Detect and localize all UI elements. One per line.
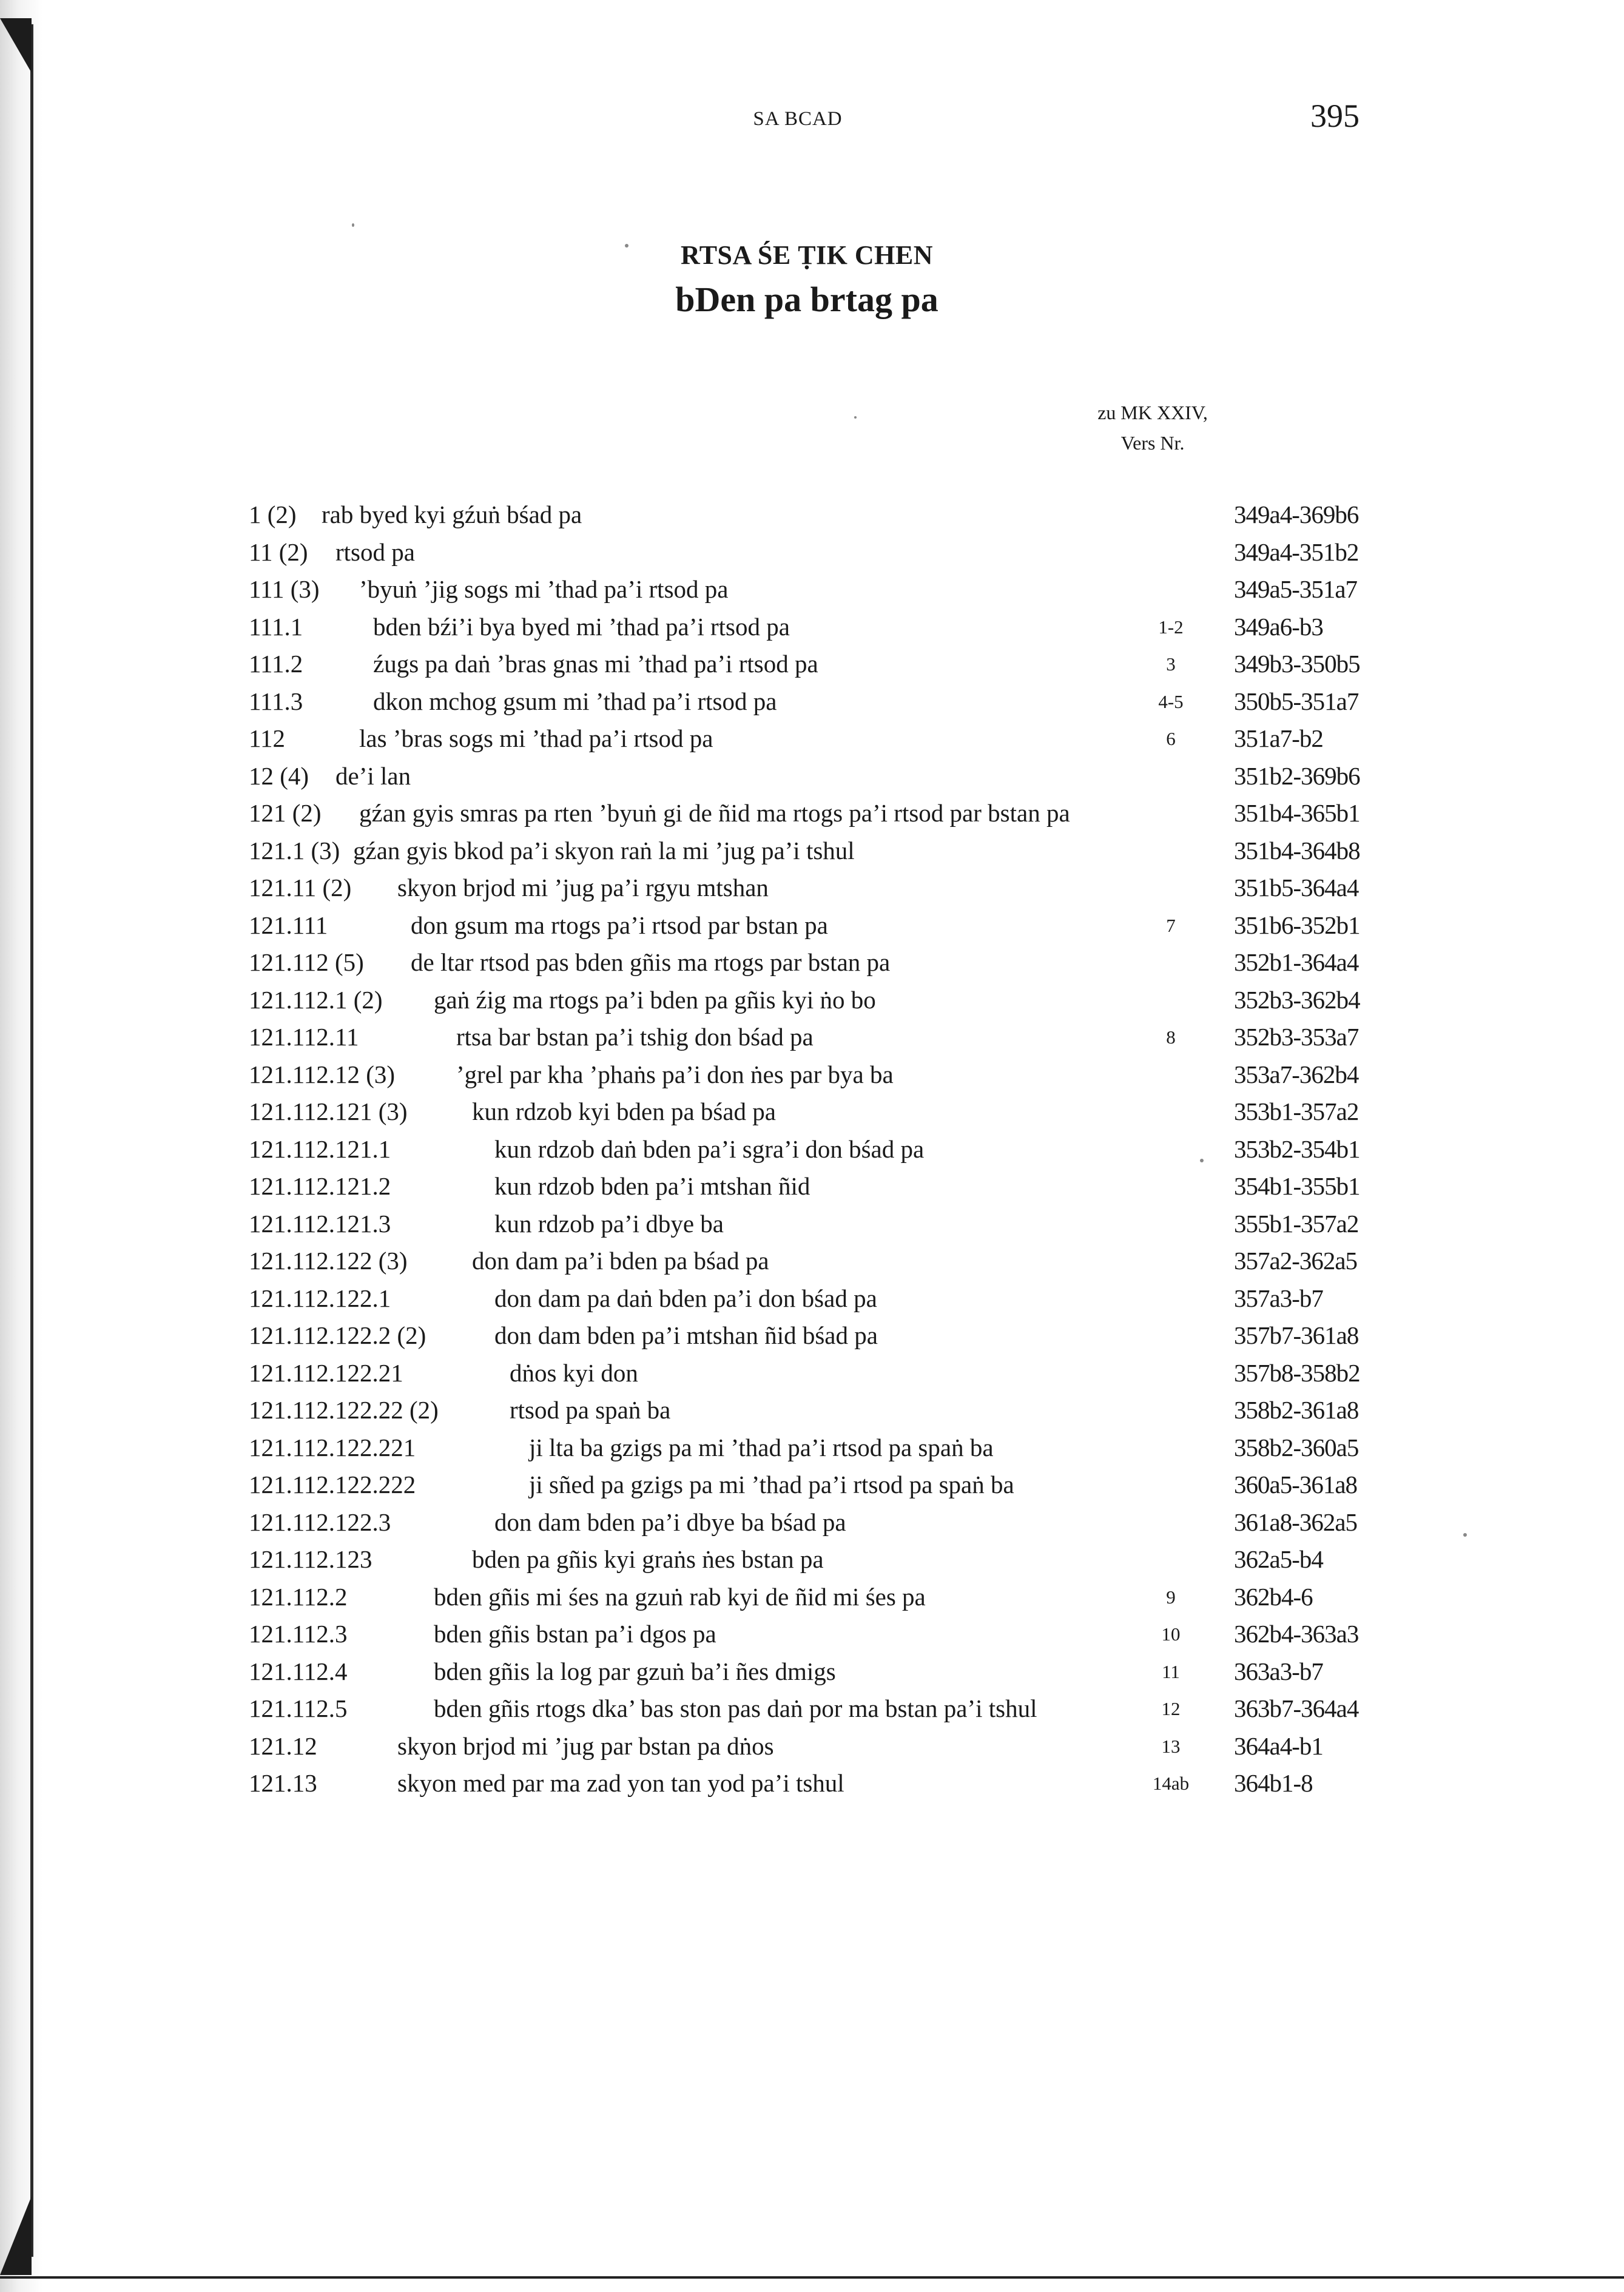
toc-section-title: don dam bden pa’i mtshan ñid bśad pa bbox=[494, 1321, 878, 1349]
toc-row bbox=[249, 982, 1377, 1019]
toc-row bbox=[249, 1765, 1377, 1802]
toc-row bbox=[249, 1728, 1377, 1765]
toc-section-number: 121.112.122.22 (2) bbox=[249, 1396, 439, 1424]
toc-verse-number: 10 bbox=[1161, 1623, 1181, 1645]
toc-folio-reference: 357b8-358b2 bbox=[1234, 1358, 1360, 1387]
toc-section-number: 121.112.12 (3) bbox=[249, 1060, 396, 1088]
toc-folio-reference: 352b3-362b4 bbox=[1234, 985, 1360, 1014]
toc-section-number: 121.11 (2) bbox=[249, 874, 352, 902]
toc-folio-reference: 349a4-351b2 bbox=[1234, 538, 1359, 566]
toc-folio-reference: 351b6-352b1 bbox=[1234, 911, 1360, 939]
toc-section-number: 112 bbox=[249, 724, 285, 752]
toc-section-number: 121.112.122 (3) bbox=[249, 1247, 408, 1275]
toc-section-title: bden bźi’i bya byed mi ’thad pa’i rtsod pa bbox=[373, 612, 790, 641]
toc-row bbox=[249, 534, 1377, 571]
page-subtitle: bDen pa brtag pa bbox=[675, 280, 938, 319]
toc-row bbox=[249, 496, 1377, 534]
toc-row bbox=[249, 832, 1377, 870]
toc-section-title: de’i lan bbox=[335, 761, 411, 790]
toc-row bbox=[249, 1317, 1377, 1355]
toc-section-title: skyon med par ma zad yon tan yod pa’i tshul bbox=[397, 1769, 844, 1797]
toc-row bbox=[249, 1392, 1377, 1429]
toc-section-number: 121.112 (5) bbox=[249, 948, 364, 976]
toc-section-title: kun rdzob kyi bden pa bśad pa bbox=[472, 1097, 776, 1125]
toc-verse-number: 6 bbox=[1166, 728, 1176, 749]
toc-section-title: las ’bras sogs mi ’thad pa’i rtsod pa bbox=[359, 724, 713, 752]
toc-folio-reference: 362b4-363a3 bbox=[1234, 1620, 1359, 1648]
page-binding-shadow bbox=[0, 0, 42, 2292]
toc-section-number: 121.112.123 bbox=[249, 1545, 372, 1573]
toc-folio-reference: 362a5-b4 bbox=[1234, 1545, 1323, 1573]
toc-section-number: 111.3 bbox=[249, 687, 303, 715]
toc-section-number: 121.112.121.3 bbox=[249, 1209, 391, 1238]
toc-section-number: 11 (2) bbox=[249, 538, 308, 566]
toc-folio-reference: 361a8-362a5 bbox=[1234, 1508, 1358, 1536]
toc-section-title: bden gñis bstan pa’i dgos pa bbox=[434, 1620, 716, 1648]
toc-section-title: bden pa gñis kyi graṅs ṅes bstan pa bbox=[472, 1545, 824, 1573]
toc-folio-reference: 362b4-6 bbox=[1234, 1582, 1313, 1611]
toc-section-title: ’byuṅ ’jig sogs mi ’thad pa’i rtsod pa bbox=[359, 575, 729, 603]
toc-section-number: 1 (2) bbox=[249, 501, 297, 528]
toc-folio-reference: 352b3-353a7 bbox=[1234, 1023, 1359, 1051]
toc-row bbox=[249, 1019, 1377, 1056]
toc-section-title: kun rdzob daṅ bden pa’i sgra’i don bśad pa bbox=[494, 1134, 925, 1163]
toc-section-number: 121.112.122.3 bbox=[249, 1508, 391, 1536]
toc-folio-reference: 351b4-365b1 bbox=[1234, 799, 1360, 827]
toc-verse-number: 7 bbox=[1166, 914, 1176, 936]
toc-section-title: don dam pa daṅ bden pa’i don bśad pa bbox=[494, 1284, 877, 1312]
page-title: RTSA ŚE ṬIK CHEN bbox=[680, 240, 934, 270]
verse-column-header bbox=[1080, 397, 1225, 458]
toc-section-number: 121.112.122.221 bbox=[249, 1433, 416, 1461]
toc-verse-number: 8 bbox=[1166, 1026, 1176, 1048]
scan-speck bbox=[854, 416, 857, 419]
toc-section-title: ’grel par kha ’phaṅs pa’i don ṅes par bya ba bbox=[456, 1060, 894, 1088]
toc-folio-reference: 349a5-351a7 bbox=[1234, 575, 1358, 603]
binding-edge-line bbox=[30, 24, 33, 2257]
toc-row bbox=[249, 1205, 1377, 1243]
toc-section-number: 121.112.122.222 bbox=[249, 1471, 416, 1498]
toc-verse-number: 1-2 bbox=[1158, 616, 1184, 638]
toc-section-number: 121.112.122.2 (2) bbox=[249, 1321, 426, 1349]
toc-section-title: de ltar rtsod pas bden gñis ma rtogs par bstan pa bbox=[411, 948, 891, 976]
verse-column-header-line2: Vers Nr. bbox=[1120, 432, 1185, 454]
toc-row bbox=[249, 1168, 1377, 1205]
toc-row bbox=[249, 758, 1377, 795]
toc-section-number: 121.112.11 bbox=[249, 1023, 359, 1051]
toc-verse-number: 14ab bbox=[1152, 1773, 1190, 1794]
toc-row bbox=[249, 944, 1377, 982]
binding-top-corner bbox=[0, 18, 32, 73]
toc-row bbox=[249, 608, 1377, 646]
toc-row bbox=[249, 1355, 1377, 1392]
toc-verse-number: 3 bbox=[1166, 653, 1176, 675]
toc-row bbox=[249, 1429, 1377, 1467]
toc-folio-reference: 357a3-b7 bbox=[1234, 1284, 1323, 1312]
toc-section-title: dkon mchog gsum mi ’thad pa’i rtsod pa bbox=[373, 687, 777, 715]
toc-folio-reference: 363b7-364a4 bbox=[1234, 1694, 1359, 1722]
toc-section-number: 121.112.1 (2) bbox=[249, 985, 383, 1014]
toc-section-title: ji lta ba gzigs pa mi ’thad pa’i rtsod pa spaṅ ba bbox=[529, 1433, 994, 1461]
toc-section-title: źugs pa daṅ ’bras gnas mi ’thad pa’i rtsod pa bbox=[373, 650, 818, 678]
toc-row bbox=[249, 1616, 1377, 1653]
scan-speck bbox=[352, 223, 354, 227]
toc-section-number: 111.2 bbox=[249, 650, 303, 678]
toc-section-number: 121.112.122.21 bbox=[249, 1358, 403, 1387]
toc-section-title: bden gñis mi śes na gzuṅ rab kyi de ñid mi śes pa bbox=[434, 1582, 926, 1611]
toc-section-title: skyon brjod mi ’jug pa’i rgyu mtshan bbox=[397, 874, 769, 902]
toc-folio-reference: 352b1-364a4 bbox=[1234, 948, 1359, 976]
toc-row bbox=[249, 571, 1377, 608]
toc-row bbox=[249, 1504, 1377, 1542]
toc-section-title: rtsod pa spaṅ ba bbox=[510, 1396, 671, 1424]
toc-folio-reference: 351b2-369b6 bbox=[1234, 761, 1360, 790]
toc-section-number: 121.112.121.1 bbox=[249, 1134, 391, 1163]
toc-folio-reference: 355b1-357a2 bbox=[1234, 1209, 1359, 1238]
verse-column-header-line1: zu MK XXIV, bbox=[1097, 402, 1208, 423]
toc-row bbox=[249, 907, 1377, 945]
toc-section-number: 121.112.121 (3) bbox=[249, 1097, 408, 1125]
toc-section-title: kun rdzob bden pa’i mtshan ñid bbox=[494, 1172, 810, 1200]
toc-row bbox=[249, 1466, 1377, 1504]
toc-folio-reference: 349a4-369b6 bbox=[1234, 501, 1359, 528]
scan-speck bbox=[1463, 1533, 1467, 1537]
toc-row bbox=[249, 1056, 1377, 1094]
toc-section-number: 111.1 bbox=[249, 612, 303, 641]
toc-folio-reference: 357b7-361a8 bbox=[1234, 1321, 1359, 1349]
toc-section-number: 121.112.2 bbox=[249, 1582, 348, 1611]
toc-folio-reference: 360a5-361a8 bbox=[1234, 1471, 1358, 1498]
toc-folio-reference: 357a2-362a5 bbox=[1234, 1247, 1358, 1275]
toc-row bbox=[249, 720, 1377, 758]
toc-verse-number: 11 bbox=[1162, 1660, 1180, 1682]
toc-section-number: 111 (3) bbox=[249, 575, 320, 603]
toc-section-title: gaṅ źig ma rtogs pa’i bden pa gñis kyi ṅo bo bbox=[434, 985, 876, 1014]
toc-section-title: bden gñis rtogs dka’ bas ston pas daṅ por ma bstan pa’i tshul bbox=[434, 1694, 1037, 1722]
toc-row bbox=[249, 795, 1377, 832]
toc-verse-number: 4-5 bbox=[1158, 690, 1184, 712]
toc-section-number: 121.112.3 bbox=[249, 1620, 348, 1648]
toc-section-number: 121.13 bbox=[249, 1769, 317, 1797]
toc-section-title: dṅos kyi don bbox=[510, 1358, 638, 1387]
toc-section-number: 121.12 bbox=[249, 1731, 317, 1760]
toc-folio-reference: 358b2-361a8 bbox=[1234, 1396, 1359, 1424]
toc-folio-reference: 353b1-357a2 bbox=[1234, 1097, 1359, 1125]
toc-section-title: ji sñed pa gzigs pa mi ’thad pa’i rtsod pa spaṅ ba bbox=[529, 1471, 1014, 1498]
toc-verse-number: 12 bbox=[1161, 1698, 1181, 1719]
table-of-contents bbox=[249, 496, 1377, 1802]
toc-section-title: don dam pa’i bden pa bśad pa bbox=[472, 1247, 769, 1275]
toc-section-number: 121.112.5 bbox=[249, 1694, 348, 1722]
toc-folio-reference: 353a7-362b4 bbox=[1234, 1060, 1359, 1088]
toc-section-title: gźan gyis bkod pa’i skyon raṅ la mi ’jug pa’i tshul bbox=[353, 836, 855, 865]
toc-row bbox=[249, 683, 1377, 721]
toc-row bbox=[249, 1280, 1377, 1318]
toc-section-title: don gsum ma rtogs pa’i rtsod par bstan pa bbox=[411, 911, 828, 939]
toc-section-number: 121.1 (3) bbox=[249, 836, 340, 865]
toc-section-title: kun rdzob pa’i dbye ba bbox=[494, 1209, 724, 1238]
toc-row bbox=[249, 1093, 1377, 1131]
toc-section-title: skyon brjod mi ’jug par bstan pa dṅos bbox=[397, 1731, 774, 1760]
toc-section-number: 121.112.121.2 bbox=[249, 1172, 391, 1200]
page-bottom-edge bbox=[0, 2276, 1624, 2279]
toc-section-number: 12 (4) bbox=[249, 761, 309, 790]
toc-section-title: rtsod pa bbox=[335, 538, 415, 566]
toc-section-number: 121 (2) bbox=[249, 799, 322, 827]
toc-folio-reference: 351b4-364b8 bbox=[1234, 836, 1360, 865]
toc-folio-reference: 349a6-b3 bbox=[1234, 612, 1323, 641]
toc-folio-reference: 353b2-354b1 bbox=[1234, 1134, 1360, 1163]
toc-row bbox=[249, 1690, 1377, 1728]
toc-section-number: 121.111 bbox=[249, 911, 328, 939]
toc-section-title: gźan gyis smras pa rten ’byuṅ gi de ñid ma rtogs pa’i rtsod par bstan pa bbox=[359, 799, 1070, 827]
toc-folio-reference: 350b5-351a7 bbox=[1234, 687, 1359, 715]
toc-row bbox=[249, 1653, 1377, 1691]
toc-section-number: 121.112.122.1 bbox=[249, 1284, 391, 1312]
toc-folio-reference: 351a7-b2 bbox=[1234, 724, 1323, 752]
toc-folio-reference: 354b1-355b1 bbox=[1234, 1172, 1360, 1200]
toc-folio-reference: 349b3-350b5 bbox=[1234, 650, 1360, 678]
toc-row bbox=[249, 1131, 1377, 1168]
binding-bottom-corner bbox=[0, 2196, 32, 2275]
toc-row bbox=[249, 1541, 1377, 1579]
toc-verse-number: 13 bbox=[1161, 1735, 1181, 1757]
toc-folio-reference: 364b1-8 bbox=[1234, 1769, 1313, 1797]
toc-section-number: 121.112.4 bbox=[249, 1657, 348, 1685]
running-head: SA BCAD bbox=[753, 108, 843, 130]
toc-folio-reference: 358b2-360a5 bbox=[1234, 1433, 1359, 1461]
toc-section-title: rtsa bar bstan pa’i tshig don bśad pa bbox=[456, 1023, 814, 1051]
toc-section-title: don dam bden pa’i dbye ba bśad pa bbox=[494, 1508, 846, 1536]
page-number: 395 bbox=[1310, 98, 1360, 134]
toc-folio-reference: 364a4-b1 bbox=[1234, 1731, 1323, 1760]
toc-folio-reference: 363a3-b7 bbox=[1234, 1657, 1323, 1685]
toc-row bbox=[249, 645, 1377, 683]
toc-section-title: bden gñis la log par gzuṅ ba’i ñes dmigs bbox=[434, 1657, 836, 1685]
toc-verse-number: 9 bbox=[1166, 1586, 1176, 1608]
toc-row bbox=[249, 1242, 1377, 1280]
toc-section-title: rab byed kyi gźuṅ bśad pa bbox=[322, 501, 582, 528]
toc-row bbox=[249, 1579, 1377, 1616]
toc-folio-reference: 351b5-364a4 bbox=[1234, 874, 1359, 902]
toc-row bbox=[249, 869, 1377, 907]
